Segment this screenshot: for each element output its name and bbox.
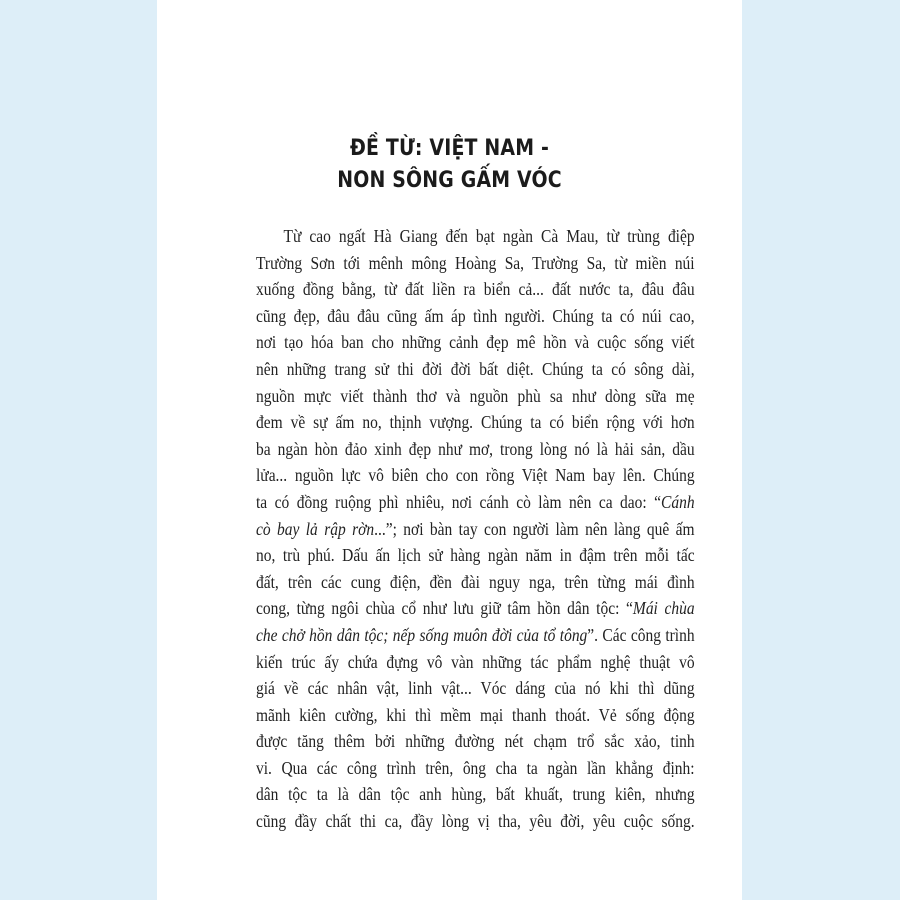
text-line — [256, 781, 695, 808]
text-segment: no, trù phú. Dấu ấn lịch sử hàng ngàn năm in đậm trên mỗi tấc — [256, 545, 695, 566]
chapter-title — [198, 133, 701, 197]
text-segment: nên những trang sử thi đời đời bất diệt. Chúng ta có sông dài, — [256, 358, 695, 379]
text-segment: xuống đồng bằng, từ đất liền ra biển cả... đất nước ta, đâu đâu — [256, 279, 695, 300]
text-segment: cũng đẹp, đâu đâu cũng ấm áp tình người. Chúng ta có núi cao, — [256, 305, 695, 326]
text-segment: Từ cao ngất Hà Giang đến bạt ngàn Cà Mau, từ trùng điệp — [283, 226, 695, 246]
text-line — [256, 462, 695, 489]
italic-quote-segment: cò bay lả rập rờn — [256, 518, 375, 539]
text-segment: ta có đồng ruộng phì nhiêu, nơi cánh cò làm nên ca dao: “ — [256, 491, 662, 512]
italic-quote-segment: che chở hồn dân tộc; nếp sống muôn đời của tổ tông — [256, 624, 588, 645]
chapter-title-line-2: NON SÔNG GẤM VÓC — [337, 168, 562, 193]
text-segment: nơi tạo hóa ban cho những cảnh đẹp mê hồn và cuộc sống viết — [256, 332, 695, 353]
text-line — [256, 728, 695, 755]
text-line — [256, 702, 695, 729]
text-line — [256, 755, 695, 782]
text-line — [256, 223, 695, 250]
text-line — [256, 622, 695, 649]
text-segment: lửa... nguồn lực vô biên cho con rồng Việt Nam bay lên. Chúng — [256, 465, 695, 486]
text-segment: đem về sự ấm no, thịnh vượng. Chúng ta có biển rộng với hơn — [256, 412, 695, 433]
text-line — [256, 409, 695, 436]
text-segment: ...”; nơi bàn tay con người làm nên làng quê ấm — [374, 518, 695, 539]
text-segment: nguồn mực viết thành thơ và nguồn phù sa như dòng sữa mẹ — [256, 385, 695, 406]
text-segment: đất, trên các cung điện, đền đài nguy nga, trên từng mái đình — [256, 571, 695, 592]
text-segment: mãnh kiên cường, khi thì mềm mại thanh thoát. Vẻ sống động — [256, 704, 695, 725]
chapter-title-line-1: ĐỀ TỪ: VIỆT NAM - — [349, 136, 550, 161]
body-paragraph — [256, 223, 766, 835]
text-line — [256, 250, 695, 277]
book-page — [157, 0, 742, 900]
text-segment: được tăng thêm bởi những đường nét chạm trổ sắc xảo, tinh — [256, 731, 695, 752]
text-line — [256, 356, 695, 383]
text-line — [256, 649, 695, 676]
text-line — [256, 569, 695, 596]
text-segment: giá về các nhân vật, linh vật... Vóc dáng của nó khi thì dũng — [256, 678, 695, 699]
text-line — [256, 675, 695, 702]
text-segment: ba ngàn hòn đảo xinh đẹp như mơ, trong lòng nó là hải sản, dầu — [256, 438, 695, 459]
italic-quote-segment: Mái chùa — [632, 598, 695, 619]
text-line — [256, 276, 695, 303]
text-line — [256, 303, 695, 330]
italic-quote-segment: Cánh — [661, 491, 695, 512]
text-line — [256, 489, 695, 516]
text-line — [256, 383, 695, 410]
text-line — [256, 436, 695, 463]
text-line — [256, 595, 695, 622]
text-segment: vi. Qua các công trình trên, ông cha ta ngàn lần khẳng định: — [256, 757, 695, 778]
text-line — [256, 329, 695, 356]
text-segment: Trường Sơn tới mênh mông Hoàng Sa, Trường Sa, từ miền núi — [256, 252, 695, 273]
text-segment: ”. Các công trình — [587, 624, 695, 645]
text-segment: cũng đầy chất thi ca, đầy lòng vị tha, yêu đời, yêu cuộc sống. — [256, 811, 695, 832]
text-segment: kiến trúc ấy chứa đựng vô vàn những tác phẩm nghệ thuật vô — [256, 651, 695, 672]
text-line — [256, 808, 695, 835]
text-segment: dân tộc ta là dân tộc anh hùng, bất khuất, trung kiên, nhưng — [256, 784, 695, 805]
text-line — [256, 542, 695, 569]
text-line — [256, 516, 695, 543]
text-segment: cong, từng ngôi chùa cổ như lưu giữ tâm hồn dân tộc: “ — [256, 598, 633, 619]
